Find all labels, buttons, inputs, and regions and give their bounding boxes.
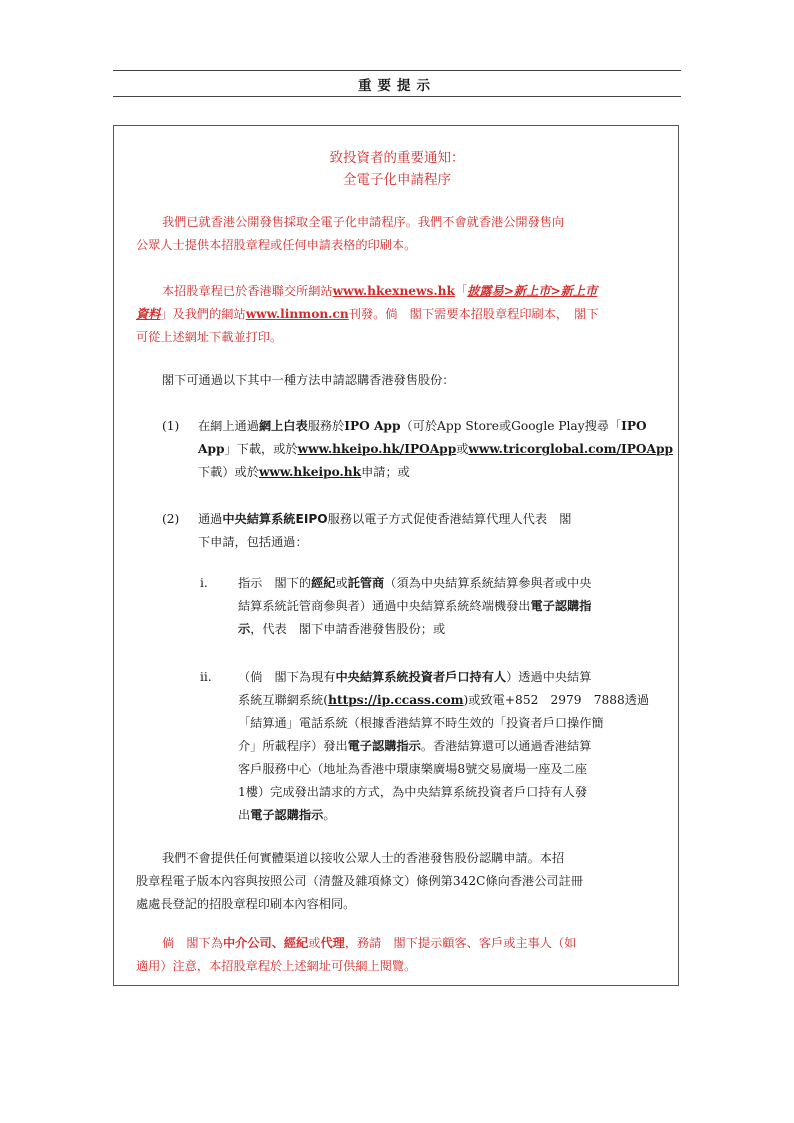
- sub-ii-investor-participant: 中央結算系統投資者戶口持有人: [335, 670, 507, 684]
- item-1-ipo-app: IPO App: [344, 419, 401, 433]
- intermediary-agent: 代理: [320, 936, 345, 950]
- sub-ii-text-i: 1樓）完成發出請求的方式，為中央結算系統投資者戶口持有人發: [238, 785, 588, 799]
- linmon-link[interactable]: www.linmon.cn: [245, 307, 349, 321]
- final-p-line3: 處處長登記的招股章程印刷本內容相同。: [136, 897, 356, 911]
- notice-title-line1: 致投資者的重要通知：: [329, 150, 465, 166]
- item-1-text: [198, 415, 674, 484]
- notice-p2-line3: 可從上述網址下載並打印。: [136, 330, 283, 344]
- item-1-ipo-app2-cont: App: [198, 442, 225, 456]
- hkexnews-path-link[interactable]: 披露易>新上市>新上市: [467, 284, 598, 298]
- intermediary-text-b: ，務請 閣下提示顧客、客戶或主事人（如: [344, 936, 577, 950]
- sub-ii-text-k: 。: [323, 808, 336, 822]
- sub-ii-text-d: )或致電+852 2979 7888透過: [463, 693, 650, 707]
- item-2-ccass-eipo: 中央結算系統EIPO: [222, 512, 328, 526]
- sub-i-text-c: 結算系統託管商參與者）通過中央結算系統終端機發出: [238, 599, 531, 613]
- sub-ii-text: [238, 666, 670, 827]
- notice-p2-text: 本招股章程已於香港聯交所網站: [162, 284, 333, 298]
- sub-ii-text-f: 介」所載程序）發出: [238, 739, 348, 753]
- notice-paragraph-1: [136, 211, 660, 257]
- page-header-title: 重要提示: [358, 78, 436, 94]
- sub-i-electronic-instruction-cont: 示: [238, 622, 251, 636]
- hkexnews-path-link-cont[interactable]: 資料: [136, 307, 161, 321]
- item-1-text-e: 下載）或於: [198, 465, 259, 479]
- notice-p1-line2: 公眾人士提供本招股章程或任何申請表格的印刷本。: [136, 238, 417, 252]
- final-paragraph: [136, 847, 660, 916]
- item-2-text-c: 下申請，包括通過：: [198, 535, 308, 549]
- item-2-text: [198, 508, 668, 554]
- sub-ii-number: ii.: [200, 670, 212, 684]
- item-1-text-c: （可於App Store或Google Play搜尋「: [400, 419, 622, 433]
- intro-text: 閣下可通過以下其中一種方法申請認購香港發售股份：: [162, 373, 455, 387]
- sub-i-text-d: ，代表 閣下申請香港發售股份；或: [250, 622, 446, 636]
- sub-ii-text-h: 客戶服務中心（地址為香港中環康樂廣場8號交易廣場一座及二座: [238, 762, 588, 776]
- intermediary-sep: 、: [271, 936, 284, 950]
- notice-p2-text3: 刊發。倘 閣下需要本招股章程印刷本， 閣下: [348, 307, 599, 321]
- notice-p1-line1: 我們已就香港公開發售採取全電子化申請程序。我們不會就香港公開發售向: [162, 215, 565, 229]
- sub-ii-text-g: 。香港結算還可以通過香港結算: [420, 739, 592, 753]
- final-p-line2: 股章程電子版本內容與按照公司（清盤及雜項條文）條例第342C條向香港公司註冊: [136, 874, 583, 888]
- ccass-link[interactable]: https://ip.ccass.com: [328, 693, 464, 707]
- item-1-ipo-app2: IPO: [621, 419, 647, 433]
- hkeipo-link[interactable]: www.hkeipo.hk: [258, 465, 362, 479]
- item-1-text-b: 服務於: [307, 419, 345, 433]
- item-1-or: 或: [456, 442, 469, 456]
- item-2-text-a: 通過: [198, 512, 223, 526]
- notice-paragraph-2: [136, 280, 660, 349]
- sub-i-text-a: 指示 閣下的: [238, 576, 312, 590]
- sub-i-custodian: 託管商: [347, 576, 385, 590]
- sub-ii-text-j: 出: [238, 808, 251, 822]
- item-1-text-d: 」下載，或於: [224, 442, 298, 456]
- item-2-text-b: 服務以電子方式促使香港結算代理人代表 閣: [327, 512, 572, 526]
- hkexnews-link[interactable]: www.hkexnews.hk: [332, 284, 455, 298]
- notice-p2-text2: 」及我們的網站: [160, 307, 246, 321]
- sub-i-text: [238, 572, 670, 641]
- sub-ii-text-a: （倘 閣下為現有: [238, 670, 336, 684]
- sub-ii-electronic-instructions: 電子認購指示: [347, 739, 421, 753]
- sub-i-or: 或: [335, 576, 348, 590]
- sub-i-electronic-instruction: 電子認購指: [530, 599, 592, 613]
- intermediary-broker: 經紀: [283, 936, 309, 950]
- final-p-line1: 我們不會提供任何實體渠道以接收公眾人士的香港發售股份認購申請。本招: [162, 851, 565, 865]
- sub-i-text-b: （須為中央結算系統結算參與者或中央: [384, 576, 592, 590]
- notice-title-line2: 全電子化申請程序: [343, 172, 451, 188]
- header-rule-bottom: [113, 96, 681, 97]
- item-1-number: (1): [162, 419, 180, 433]
- sub-i-broker: 經紀: [311, 576, 336, 590]
- intermediary-company: 中介公司: [222, 936, 272, 950]
- tricor-app-link[interactable]: www.tricorglobal.com/IPOApp: [468, 442, 674, 456]
- intermediary-text-a: 倘 閣下為: [162, 936, 223, 950]
- notice-box: [113, 125, 679, 986]
- item-1-text-a: 在網上通過: [198, 419, 259, 433]
- sub-ii-text-b: ）透過中央結算: [506, 670, 592, 684]
- intermediary-paragraph: [136, 932, 660, 978]
- hkeipo-app-link[interactable]: www.hkeipo.hk/IPOApp: [297, 442, 457, 456]
- notice-p2-bracket: 「: [454, 284, 468, 298]
- item-2-number: (2): [162, 512, 180, 526]
- sub-ii-text-e: 「結算通」電話系統（根據香港結算不時生效的「投資者戶口操作簡: [238, 716, 604, 730]
- intermediary-or: 或: [308, 936, 321, 950]
- item-1-white-form: 網上白表: [258, 419, 308, 433]
- intermediary-line2: 適用）注意，本招股章程於上述網址可供網上閱覽。: [136, 959, 417, 973]
- item-1-text-f: 申請；或: [361, 465, 410, 479]
- sub-ii-text-c: 系統互聯網系統(: [238, 693, 329, 707]
- sub-ii-electronic-instructions-2: 電子認購指示: [250, 808, 324, 822]
- sub-i-number: i.: [200, 576, 208, 590]
- header-rule-top: [113, 70, 681, 71]
